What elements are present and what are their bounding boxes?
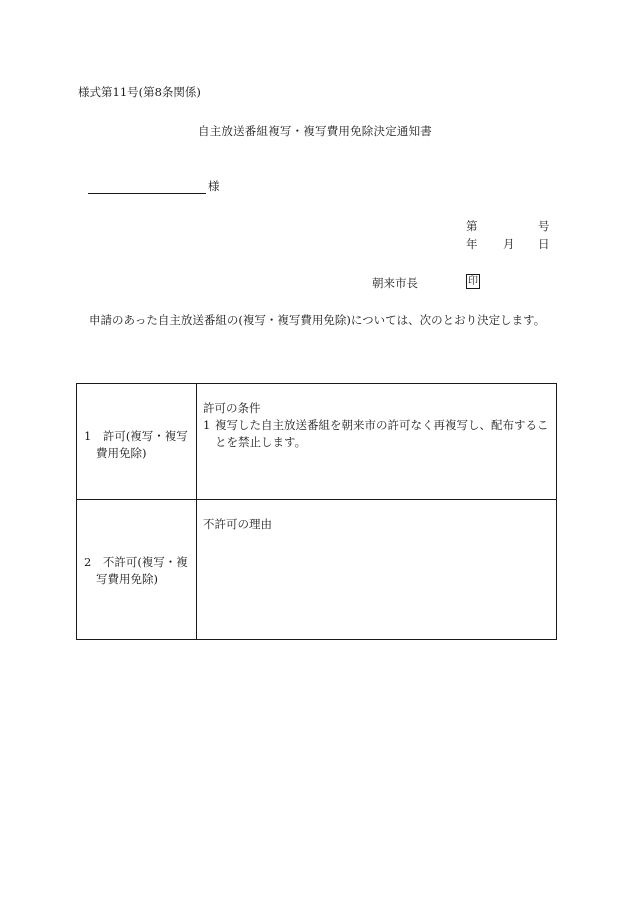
number-suffix: 号 <box>538 219 550 233</box>
deny-label-cell <box>77 500 197 640</box>
deny-label-line1: 2 不許可(複写・複 <box>84 555 188 569</box>
addressee-blank-line <box>88 180 206 194</box>
number-prefix: 第 <box>466 219 478 233</box>
table-row-permit <box>77 384 557 500</box>
addressee-suffix: 様 <box>208 179 220 193</box>
body-text: 申請のあった自主放送番組の(複写・複写費用免除)については、次のとおり決定します。 <box>89 313 546 327</box>
permit-condition-item <box>203 417 550 451</box>
decision-table <box>76 383 557 640</box>
date-year: 年 <box>466 237 478 251</box>
permit-label-cell <box>77 384 197 500</box>
table-row-deny <box>77 500 557 640</box>
sender-name: 朝来市長 <box>372 276 418 290</box>
date-day: 日 <box>538 237 550 251</box>
deny-reason-heading: 不許可の理由 <box>203 517 272 531</box>
permit-label-line2: 費用免除) <box>96 446 147 460</box>
date-month: 月 <box>503 237 515 251</box>
permit-conditions-heading: 許可の条件 <box>203 401 261 415</box>
permit-label-line1: 1 許可(複写・複写 <box>84 429 188 443</box>
condition-item-text: 複写した自主放送番組を朝来市の許可なく再複写し、配布することを禁止します。 <box>215 418 549 449</box>
addressee-field <box>88 178 220 194</box>
form-number: 様式第11号(第8条関係) <box>78 85 201 99</box>
permit-conditions-cell <box>197 384 557 500</box>
document-title: 自主放送番組複写・複写費用免除決定通知書 <box>198 124 432 138</box>
deny-label-line2: 写費用免除) <box>96 572 158 586</box>
condition-item-number: 1 <box>203 418 211 432</box>
deny-reason-cell <box>197 500 557 640</box>
seal-mark: 印 <box>468 276 478 287</box>
